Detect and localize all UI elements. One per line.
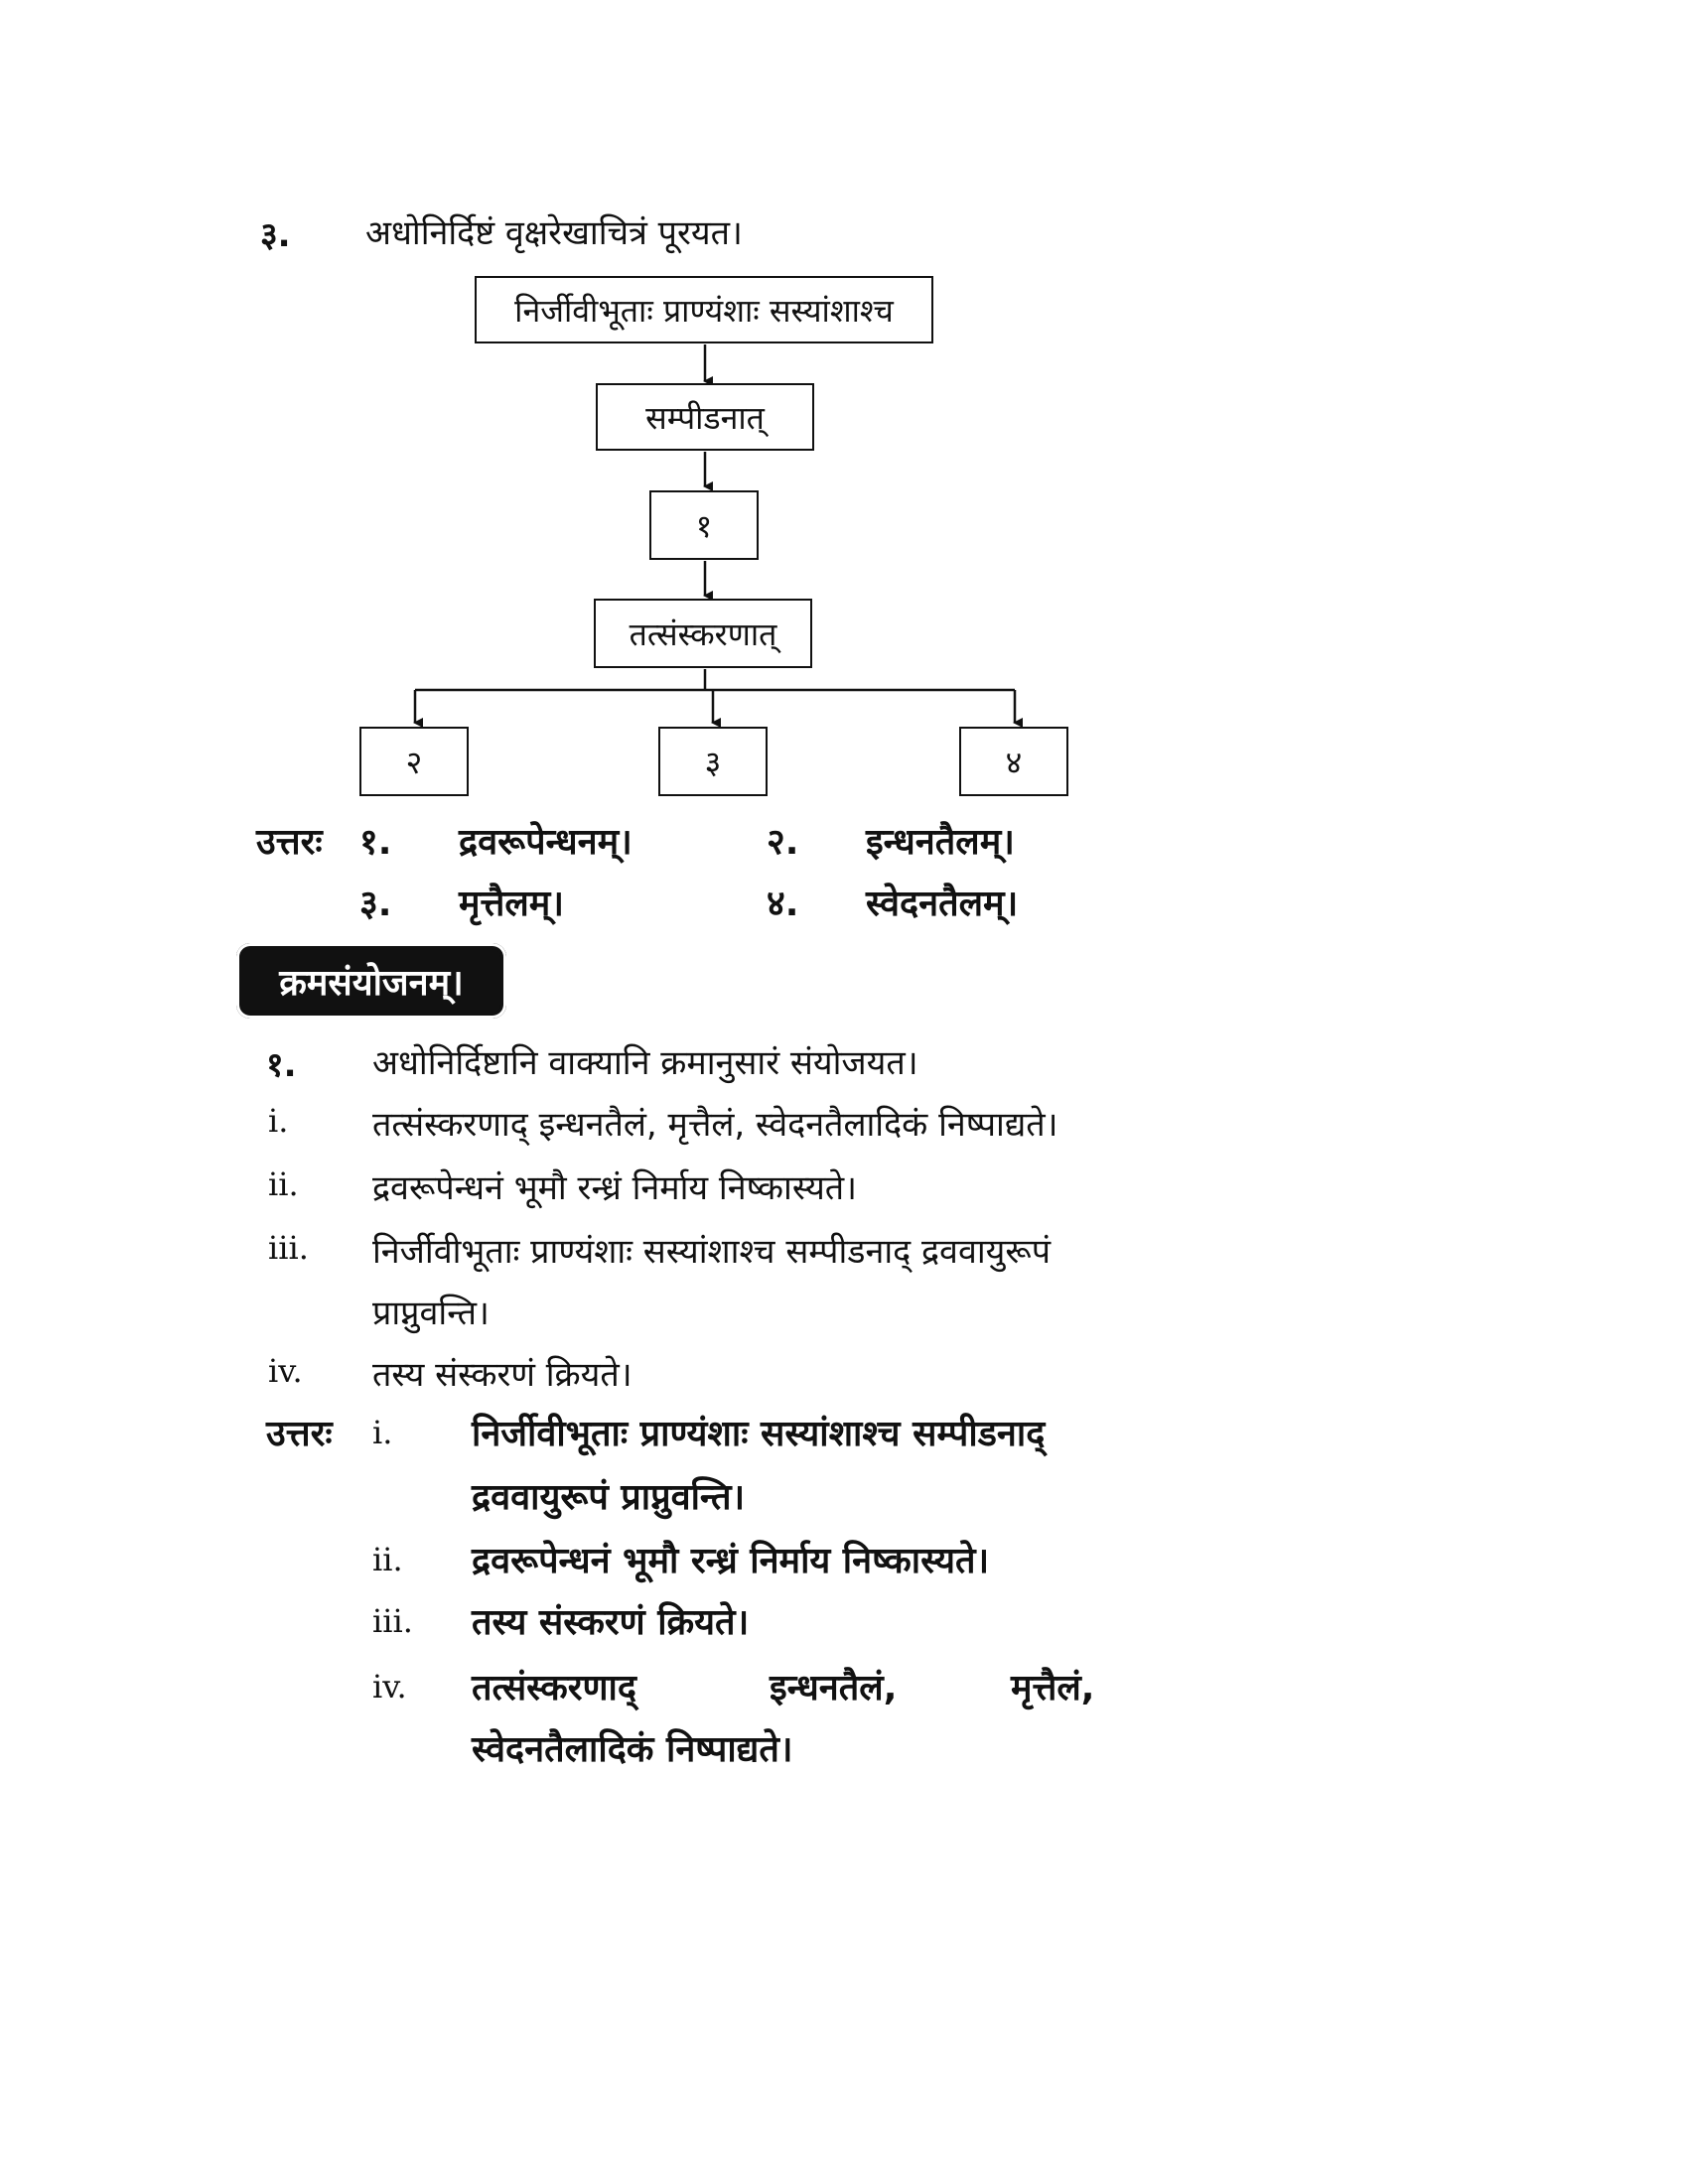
q3-answer-1-num: १. <box>359 822 392 863</box>
q1-item-iii-text-line2: प्राप्नुवन्ति। <box>372 1294 490 1333</box>
q1-item-i-text: तत्संस्करणाद् इन्धनतैलं, मृत्तैलं, स्वेदनतैलादिकं निष्पाद्यते। <box>372 1105 1058 1145</box>
q1-item-iii-text-line1: निर्जीवीभूताः प्राण्यंशाः सस्यांशाश्च सम्पीडनाद् द्रववायुरूपं <box>372 1232 1052 1272</box>
tree-box-tatsanskaranat: तत्संस्करणात् <box>594 599 812 668</box>
question-3-number: ३. <box>260 215 291 255</box>
q1-answer-iv-num: iv. <box>372 1668 407 1706</box>
tree-box-top: निर्जीवीभूताः प्राण्यंशाः सस्यांशाश्च <box>475 276 933 343</box>
q1-item-iv-num: iv. <box>268 1352 303 1390</box>
q3-answer-2-num: २. <box>767 822 799 863</box>
tree-box-blank-4[interactable]: ४ <box>959 727 1068 796</box>
q1-answer-iv-word3: मृत्तैलं, <box>1011 1668 1095 1708</box>
q1-answer-i-num: i. <box>372 1414 393 1451</box>
q1-answer-iv-word2: इन्धनतैलं, <box>770 1668 898 1708</box>
tree-box-blank-1[interactable]: १ <box>649 490 759 560</box>
q1-item-iii-num: iii. <box>268 1229 309 1267</box>
question-1-text: अधोनिर्दिष्टानि वाक्यानि क्रमानुसारं संयोजयत। <box>372 1043 918 1083</box>
q1-answer-i-line1: निर्जीवीभूताः प्राण्यंशाः सस्यांशाश्च सम्पीडनाद् <box>472 1414 1046 1454</box>
q1-answer-iii-num: iii. <box>372 1602 413 1640</box>
q1-item-i-num: i. <box>268 1102 289 1140</box>
q3-answer-4-text: स्वेदनतैलम्। <box>866 884 1019 924</box>
q3-answer-3-num: ३. <box>359 884 392 924</box>
q1-item-ii-num: ii. <box>268 1165 299 1203</box>
q1-item-iv-text: तस्य संस्करणं क्रियते। <box>372 1355 633 1395</box>
q3-answer-3-text: मृत्तैलम्। <box>459 884 564 924</box>
tree-box-sampidanat: सम्पीडनात् <box>596 383 814 451</box>
section-badge-kramasanyojanam: क्रमसंयोजनम्। <box>236 943 506 1019</box>
tree-diagram-connectors <box>0 0 1688 814</box>
q1-answer-ii-num: ii. <box>372 1541 403 1578</box>
q3-answer-2-text: इन्धनतैलम्। <box>866 822 1015 863</box>
q1-item-ii-text: द्रवरूपेन्धनं भूमौ रन्ध्रं निर्माय निष्कास्यते। <box>372 1168 858 1208</box>
tree-box-blank-3[interactable]: ३ <box>658 727 768 796</box>
q1-answer-iii-text: तस्य संस्करणं क्रियते। <box>472 1602 750 1643</box>
q1-answer-iv-word1: तत्संस्करणाद् <box>472 1668 636 1708</box>
q1-answer-ii-text: द्रवरूपेन्धनं भूमौ रन्ध्रं निर्माय निष्कास्यते। <box>472 1541 990 1581</box>
question-3-text: अधोनिर्दिष्टं वृक्षरेखाचित्रं पूरयत। <box>365 213 743 253</box>
q1-answer-i-line2: द्रववायुरूपं प्राप्नुवन्ति। <box>472 1477 746 1518</box>
q3-answer-4-num: ४. <box>767 884 799 924</box>
q3-answer-label: उत्तरः <box>256 822 323 863</box>
q3-answer-1-text: द्रवरूपेन्धनम्। <box>459 822 633 863</box>
tree-box-blank-2[interactable]: २ <box>359 727 469 796</box>
q1-answer-iv-line2: स्वेदनतैलादिकं निष्पाद्यते। <box>472 1729 793 1770</box>
q1-answer-label: उत्तरः <box>266 1414 333 1454</box>
question-1-number: १. <box>266 1045 297 1085</box>
